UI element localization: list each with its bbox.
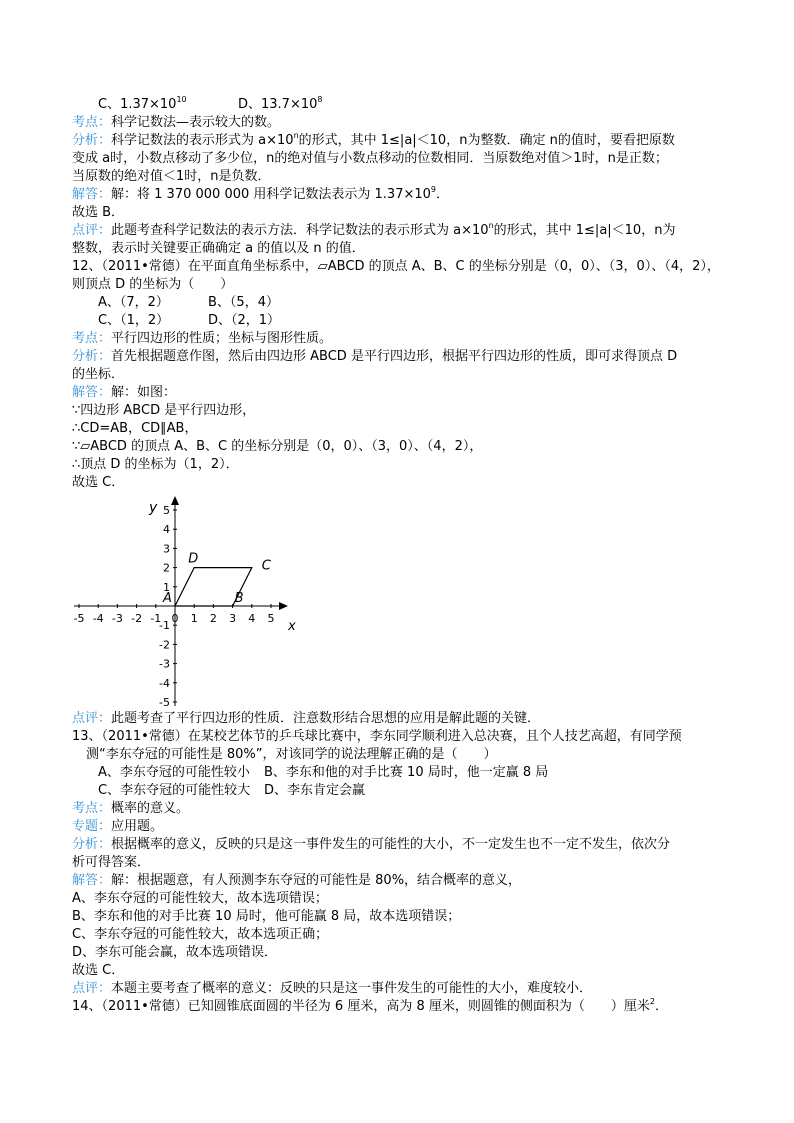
q13-fenxi-1: 分析：根据概率的意义，反映的只是这一事件发生的可能性的大小，不一定发生也不一定不发生，依次分	[72, 837, 671, 852]
q12-option-row-1	[98, 294, 279, 312]
x-axis-arrow	[279, 602, 288, 610]
y-tick-label: -4	[159, 676, 170, 690]
q12-option-b: B、（5，4）	[208, 295, 279, 310]
vertex-label-a: A	[163, 591, 172, 606]
q11-fenxi-1: 分析：科学记数法的表示形式为 $a\times 10^n$的形式，其中 1≤|a|＜10，n为整数．确定 n的值时，要看把原数	[72, 131, 675, 148]
y-tick-label: 2	[163, 561, 170, 575]
q13-jieda-4: C、李东夺冠的可能性较大，故本选项正确；	[72, 927, 329, 942]
q11-jieda-1: 解答：解：将 1 370 000 000 用科学记数法表示为 $1.37\times 10^9$．	[72, 185, 450, 202]
q12-kaodian: 考点：平行四边形的性质；坐标与图形性质。	[72, 331, 333, 346]
y-tick-label: 3	[163, 542, 170, 556]
y-axis-arrow	[171, 496, 179, 505]
vertex-label-c: C	[261, 558, 271, 574]
x-tick-label: 4	[248, 612, 256, 625]
q13-option-b: B、李东和他的对手比赛 10 局时，他一定赢 8 局	[264, 765, 549, 780]
x-tick-label: 0	[171, 612, 179, 625]
q12-jieda-6: 故选 C．	[72, 475, 125, 490]
q12-option-row-2	[98, 312, 281, 330]
q12-option-a: A、（7，2）	[98, 295, 169, 310]
q13-stem-2: 测“李东夺冠的可能性是 80%”，对该同学的说法理解正确的是（ ）	[86, 747, 497, 762]
y-tick-label: 1	[163, 580, 170, 594]
q11-option-d: D、$13.7\times 10^8$	[238, 95, 323, 112]
x-tick-label: 2	[209, 612, 217, 625]
q12-fenxi-1: 分析：首先根据题意作图，然后由四边形 ABCD 是平行四边形，根据平行四边形的性质，即可求得顶点 D	[72, 349, 678, 364]
q12-jieda-5: ∴顶点 D 的坐标为（1，2）．	[72, 457, 239, 472]
vertex-label-d: D	[188, 551, 199, 567]
q12-stem-2: 则顶点 D 的坐标为（ ）	[72, 277, 234, 292]
q13-fenxi-2: 析可得答案．	[72, 855, 151, 870]
q13-option-row-1	[98, 764, 549, 782]
q11-jieda-2: 故选 B．	[72, 205, 125, 220]
y-tick-label: -5	[159, 696, 170, 709]
x-tick-label: -4	[92, 612, 104, 625]
y-axis-label: y	[149, 500, 158, 516]
q13-option-row-2	[98, 782, 366, 800]
q13-jieda-3: B、李东和他的对手比赛 10 局时，他可能赢 8 局，故本选项错误；	[72, 909, 461, 924]
x-tick-label: 3	[229, 612, 237, 625]
q14-stem: 14、（2011•常德）已知圆锥底面圆的半径为 6 厘米，高为 8 厘米，则圆锥的侧面积为（ ）厘米$^2$．	[72, 997, 668, 1014]
y-tick-label: -2	[159, 638, 170, 652]
q11-kaodian: 考点：科学记数法—表示较大的数。	[72, 115, 281, 130]
q13-jieda-6: 故选 C．	[72, 963, 125, 978]
x-tick-label: 5	[267, 612, 275, 625]
q13-option-a: A、李东夺冠的可能性较小	[98, 765, 250, 780]
q13-jieda-2: A、李东夺冠的可能性较大，故本选项错误；	[72, 891, 328, 906]
y-tick-label: 5	[163, 504, 170, 517]
x-tick-label: -1	[150, 612, 162, 625]
q13-dianping: 点评：本题主要考查了概率的意义：反映的只是这一事件发生的可能性的大小，难度较小．	[72, 981, 593, 996]
q13-jieda-1: 解答：解：根据题意，有人预测李东夺冠的可能性是 80%，结合概率的意义，	[72, 873, 522, 888]
x-tick-label: -5	[73, 612, 85, 625]
q11-fenxi-2: 变成 a时，小数点移动了多少位，n的绝对值与小数点移动的位数相同．当原数绝对值＞1时，n是正数；	[72, 151, 668, 166]
coordinate-figure	[60, 492, 300, 712]
q13-option-c: C、李东夺冠的可能性较大	[98, 783, 251, 798]
q11-option-c: C、$1.37\times 10^{10}$	[98, 95, 187, 112]
q13-kaodian: 考点：概率的意义。	[72, 801, 190, 816]
q12-option-c: C、（1，2）	[98, 313, 170, 328]
x-tick-label: 1	[190, 612, 198, 625]
figure-axes	[74, 496, 296, 706]
q11-dianping-2: 整数，表示时关键要正确确定 a 的值以及 n 的值．	[72, 241, 365, 256]
q12-option-d: D、（2，1）	[208, 313, 281, 328]
y-tick-label: -3	[159, 657, 170, 671]
figure-parallelogram	[162, 552, 272, 606]
q12-jieda-4: ∵▱ABCD 的顶点 A、B、C 的坐标分别是（0，0）、（3，0）、（4，2），	[72, 439, 483, 454]
y-tick-label: -1	[159, 619, 170, 633]
q11-fenxi-3: 当原数的绝对值＜1时，n是负数．	[72, 169, 271, 184]
q12-jieda-1: 解答：解：如图：	[72, 385, 177, 400]
q11-dianping-1: 点评：此题考查科学记数法的表示方法．科学记数法的表示形式为 $a\times 10^n$的形式，其中 1≤|a|＜10，n为	[72, 221, 676, 238]
q11-option-row	[98, 95, 323, 114]
q12-dianping: 点评：此题考查了平行四边形的性质．注意数形结合思想的应用是解此题的关键．	[72, 711, 541, 726]
q13-option-d: D、李东肯定会赢	[264, 783, 366, 798]
x-tick-label: -2	[131, 612, 143, 625]
x-tick-label: -3	[111, 612, 123, 625]
q13-stem-1: 13、（2011•常德）在某校艺体节的乒乓球比赛中，李东同学顺利进入总决赛，且个人技艺高超，有同学预	[72, 729, 682, 744]
q12-jieda-3: ∴CD=AB，CD∥AB，	[72, 421, 198, 436]
q12-jieda-2: ∵四边形 ABCD 是平行四边形，	[72, 403, 256, 418]
q12-fenxi-2: 的坐标．	[72, 367, 125, 382]
vertex-label-b: B	[234, 591, 244, 606]
q13-jieda-5: D、李东可能会赢，故本选项错误．	[72, 945, 278, 960]
x-axis-label: x	[288, 619, 296, 634]
q13-zhuanti: 专题：应用题。	[72, 819, 164, 834]
y-tick-label: 4	[163, 523, 170, 537]
q12-stem-1: 12、（2011•常德）在平面直角坐标系中，▱ABCD 的顶点 A、B、C 的坐标分别是（0，0）、（3，0）、（4，2），	[72, 259, 720, 274]
